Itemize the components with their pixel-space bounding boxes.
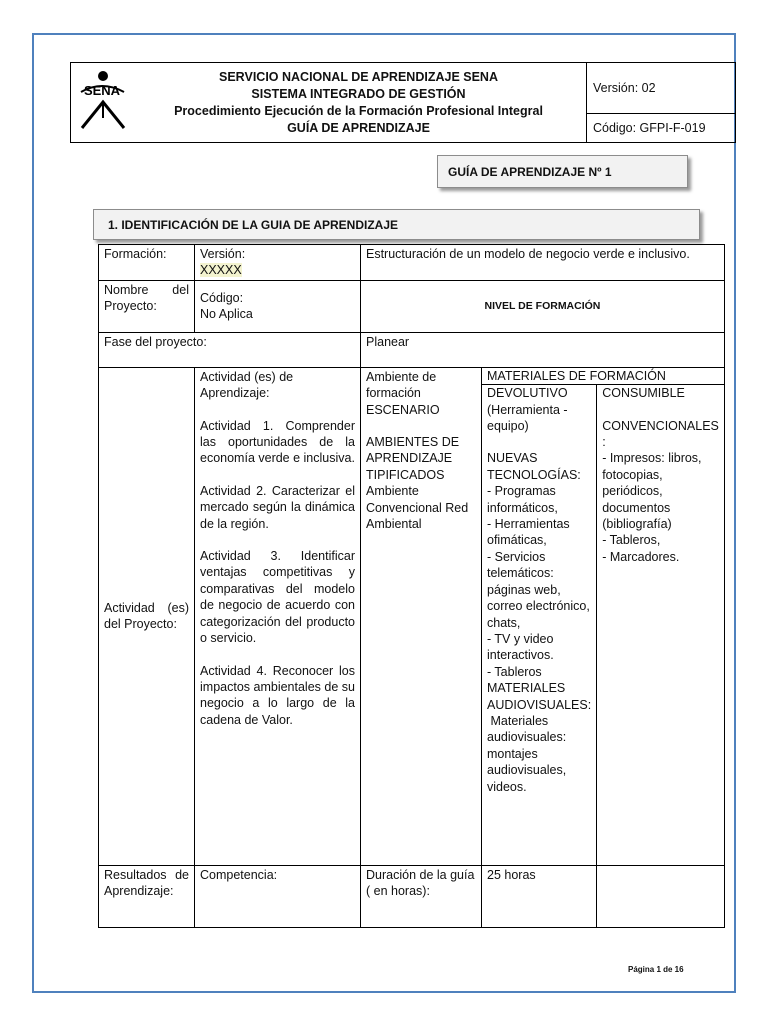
materiales-audiovisuales-label: MATERIALES AUDIOVISUALES: [487,681,592,712]
consumible-cell [597,385,724,865]
codigo-value: No Aplica [200,307,253,322]
consumible-item: - Marcadores. [602,549,680,564]
guide-number-box: GUÍA DE APRENDIZAJE Nº 1 [437,155,688,188]
consumible-title: CONSUMIBLE [602,386,685,401]
formacion-value: Estructuración de un modelo de negocio verde e inclusivo. [361,245,725,281]
proyecto-label: Nombre del Proyecto: [99,280,195,332]
ambiente-title: Ambiente de formación ESCENARIO [366,369,440,417]
codigo-label: Código: [200,290,244,305]
devolutivo-title: DEVOLUTIVO (Herramienta - equipo) [487,386,568,434]
actividades-aprendizaje-cell [195,367,361,865]
devolutivo-item: - Programas informáticos, [487,484,558,515]
document-header [70,62,736,143]
materiales-table [482,368,724,865]
consumible-item: - Impresos: libros, fotocopias, periódicos, documentos (bibliografía) [602,451,702,532]
header-line-2: SISTEMA INTEGRADO DE GESTIÓN [251,86,466,101]
version-value: XXXXX [200,263,242,278]
header-line-1: SERVICIO NACIONAL DE APRENDIZAJE SENA [219,69,498,84]
actividades-aprendizaje-label: Actividad (es) de Aprendizaje: [200,369,294,401]
devolutivo-cell [482,385,597,865]
section-heading: 1. IDENTIFICACIÓN DE LA GUIA DE APRENDIZAJE [93,209,700,240]
devolutivo-item: - TV y video interactivos. [487,631,554,663]
competencia-label: Competencia: [195,865,361,927]
actividad-1: Actividad 1. Comprender las oportunidades de la economía verde e inclusiva. [200,418,355,466]
nivel-formacion-label: NIVEL DE FORMACIÓN [361,280,725,332]
ambiente-tipificados: AMBIENTES DE APRENDIZAJE TIPIFICADOS Ambiente Convencional Red Ambiental [366,435,469,532]
devolutivo-item: - Servicios telemáticos: páginas web, correo electrónico, chats, [487,549,590,630]
identification-table [98,244,725,928]
duracion-label: Duración de la guía ( en horas): [361,865,482,927]
page-number: Página 1 de 16 [628,965,684,974]
formacion-label: Formación: [99,245,195,281]
version-cell [195,245,361,281]
consumible-item: - Tableros, [602,533,661,548]
ambiente-cell [361,367,482,865]
version-label: Versión: [200,247,246,261]
devolutivo-item: - Tableros [487,664,542,679]
materiales-cell [482,367,725,865]
materiales-title: MATERIALES DE FORMACIÓN [482,368,724,385]
duracion-value: 25 horas [482,865,597,927]
sena-logo [71,63,132,143]
nuevas-tecnologias-label: NUEVAS TECNOLOGÍAS: [487,451,581,482]
svg-text:SENA: SENA [83,83,121,98]
empty-cell [596,865,724,927]
actividad-2: Actividad 2. Caracterizar el mercado según la dinámica de la región. [200,483,355,531]
actividad-3: Actividad 3. Identificar ventajas competitivas y comparativas del modelo de negocio de acuerdo con categorización del producto o servicio. [200,549,355,646]
fase-label: Fase del proyecto: [99,332,361,367]
audiovisuales-detail: Materiales audiovisuales: montajes audiovisuales, videos. [487,713,570,794]
resultados-label: Resultados de Aprendizaje: [99,865,195,927]
codigo-cell [195,280,361,332]
header-title [131,63,587,143]
actividad-4: Actividad 4. Reconocer los impactos ambientales de su negocio a lo largo de la cadena de Valor. [200,663,355,727]
convencionales-label: CONVENCIONALES : [602,418,719,450]
devolutivo-item: - Herramientas ofimáticas, [487,517,570,548]
header-line-3: Procedimiento Ejecución de la Formación Profesional Integral [174,103,543,118]
sena-logo-icon [72,68,130,132]
header-code: Código: GFPI-F-019 [587,114,736,143]
fase-value: Planear [361,332,725,367]
actividades-proyecto-label: Actividad (es) del Proyecto: [99,367,195,865]
header-version: Versión: 02 [587,63,736,114]
header-line-4: GUÍA DE APRENDIZAJE [287,120,430,135]
